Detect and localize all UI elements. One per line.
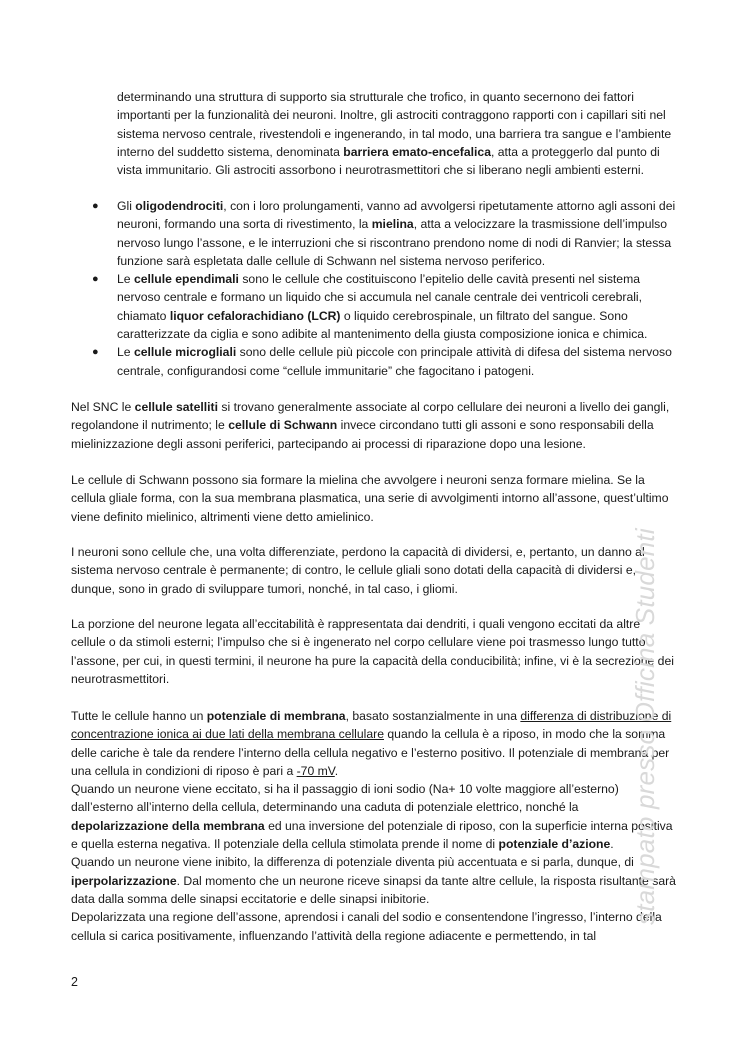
bold-term: barriera emato-encefalica <box>343 144 491 159</box>
list-item: ● Le cellule microgliali sono delle cellule più piccole con principale attività di difesa del sistema nervoso centrale, configurandosi come “cellule immunitarie” che fagocitano i patogeni. <box>92 345 672 378</box>
page-number: 2 <box>71 975 78 989</box>
paragraph-schwann: Le cellule di Schwann possono sia formare la mielina che avvolgere i neuroni senza formare mielina. Se la cellula gliale forma, con la sua membrana plasmatica, una serie di avvolgimenti intorno all’assone, quest’ultimo viene definito mielinico, altrimenti viene detto amielinico. <box>71 473 669 524</box>
list-item: ● Le cellule ependimali sono le cellule che costituiscono l’epitelio delle cavità presenti nel sistema nervoso centrale e formano un liquido che si accumula nel canale centrale dei ventricoli cerebrali, chiamato liquor cefalorachidiano (LCR) o liquido cerebrospinale, un filtrato del sangue. Sono caratterizzate da ciglia e sono adibite al mantenimento della giusta composizione ionica e chimica. <box>92 272 648 342</box>
paragraph-membrane-potential: Tutte le cellule hanno un potenziale di membrana, basato sostanzialmente in una differenza di distribuzione di concentrazione ionica ai due lati della membrana cellulare quando la cellula è a riposo, in modo che la somma delle cariche è tale da rendere l’interno della cellula negativo e l’esterno positivo. Il potenziale di membrana per una cellula in condizioni di riposo è pari a -70 mV. Quando un neurone viene eccitato, si ha il passaggio di ioni sodio (Na+ 10 volte maggiore all’esterno) dall’esterno all’interno della cellula, determinando una caduta di potenziale elettrico, nonché la depolarizzazione della membrana ed una inversione del potenziale di riposo, con la superficie interna positiva e quella esterna negativa. Il potenziale della cellula stimolata prende il nome di potenziale d’azione. Quando un neurone viene inibito, la differenza di potenziale diventa più accentuata e si parla, dunque, di iperpolarizzazione. Dal momento che un neurone riceve sinapsi da tante altre cellule, la risposta risultante sarà data dalla somma delle sinapsi eccitatorie e delle sinapsi inibitorie. Depolarizzata una regione dell’assone, aprendosi i canali del sodio e consentendone l’ingresso, l’interno della cellula si carica positivamente, influenzando l’attività della regione adiacente e permettendo, in tal <box>71 709 676 943</box>
glial-cell-list <box>92 197 679 380</box>
watermark: stampato presso Officina Studenti <box>630 528 660 925</box>
astrocytes-continuation: determinando una struttura di supporto sia strutturale che trofico, in quanto secernono dei fattori importanti per la funzionalità dei neuroni. Inoltre, gli astrociti contraggono rapporti con i capillari siti nel sistema nervoso centrale, rivestendoli e ingenerando, in tal modo, una barriera tra sangue e l’ambiente interno del suddetto sistema, denominata barriera emato-encefalica, atta a proteggerlo dal punto di vista immunitario. Gli astrociti assorbono i neurotrasmettitori che si liberano negli ambienti esterni. <box>117 90 672 178</box>
bullet-icon: ● <box>92 346 99 359</box>
bullet-icon: ● <box>92 200 99 212</box>
paragraph-neurons: I neuroni sono cellule che, una volta differenziate, perdono la capacità di dividersi, e, pertanto, un danno al sistema nervoso centrale è permanente; di contro, le cellule gliali sono dotati della capacità di dividersi e, dunque, sono in grado di sviluppare tumori, nonché, in tal caso, i gliomi. <box>71 545 645 596</box>
bullet-icon: ● <box>92 273 99 286</box>
list-item: ● Gli oligodendrociti, con i loro prolungamenti, vanno ad avvolgersi ripetutamente attorno agli assoni dei neuroni, formando una sorta di rivestimento, la mielina, atta a velocizzare la trasmissione dell’impulso nervoso lungo l’assone, e le interruzioni che si riscontrano prendono nome di nodi di Ranvier; la stessa funzione sarà espletata dalle cellule di Schwann nel sistema nervoso periferico. <box>92 199 676 268</box>
paragraph-excitability: La porzione del neurone legata all’eccitabilità è rappresentata dai dendriti, i quali vengono eccitati da altre cellule o da stimoli esterni; l’impulso che si è ingenerato nel corpo cellulare viene poi trasmesso lungo tutto l’assone, per cui, in questi termini, il neurone ha pure la capacità della conducibilità; infine, vi è la secrezione dei neurotrasmettitori. <box>71 617 674 686</box>
paragraph-satellite-cells: Nel SNC le cellule satelliti si trovano generalmente associate al corpo cellulare dei neuroni a livello dei gangli, regolandone il nutrimento; le cellule di Schwann invece circondano tutti gli assoni e sono responsabili della mielinizzazione degli assoni periferici, partecipando ai processi di riparazione dopo una lesione. <box>71 400 670 451</box>
